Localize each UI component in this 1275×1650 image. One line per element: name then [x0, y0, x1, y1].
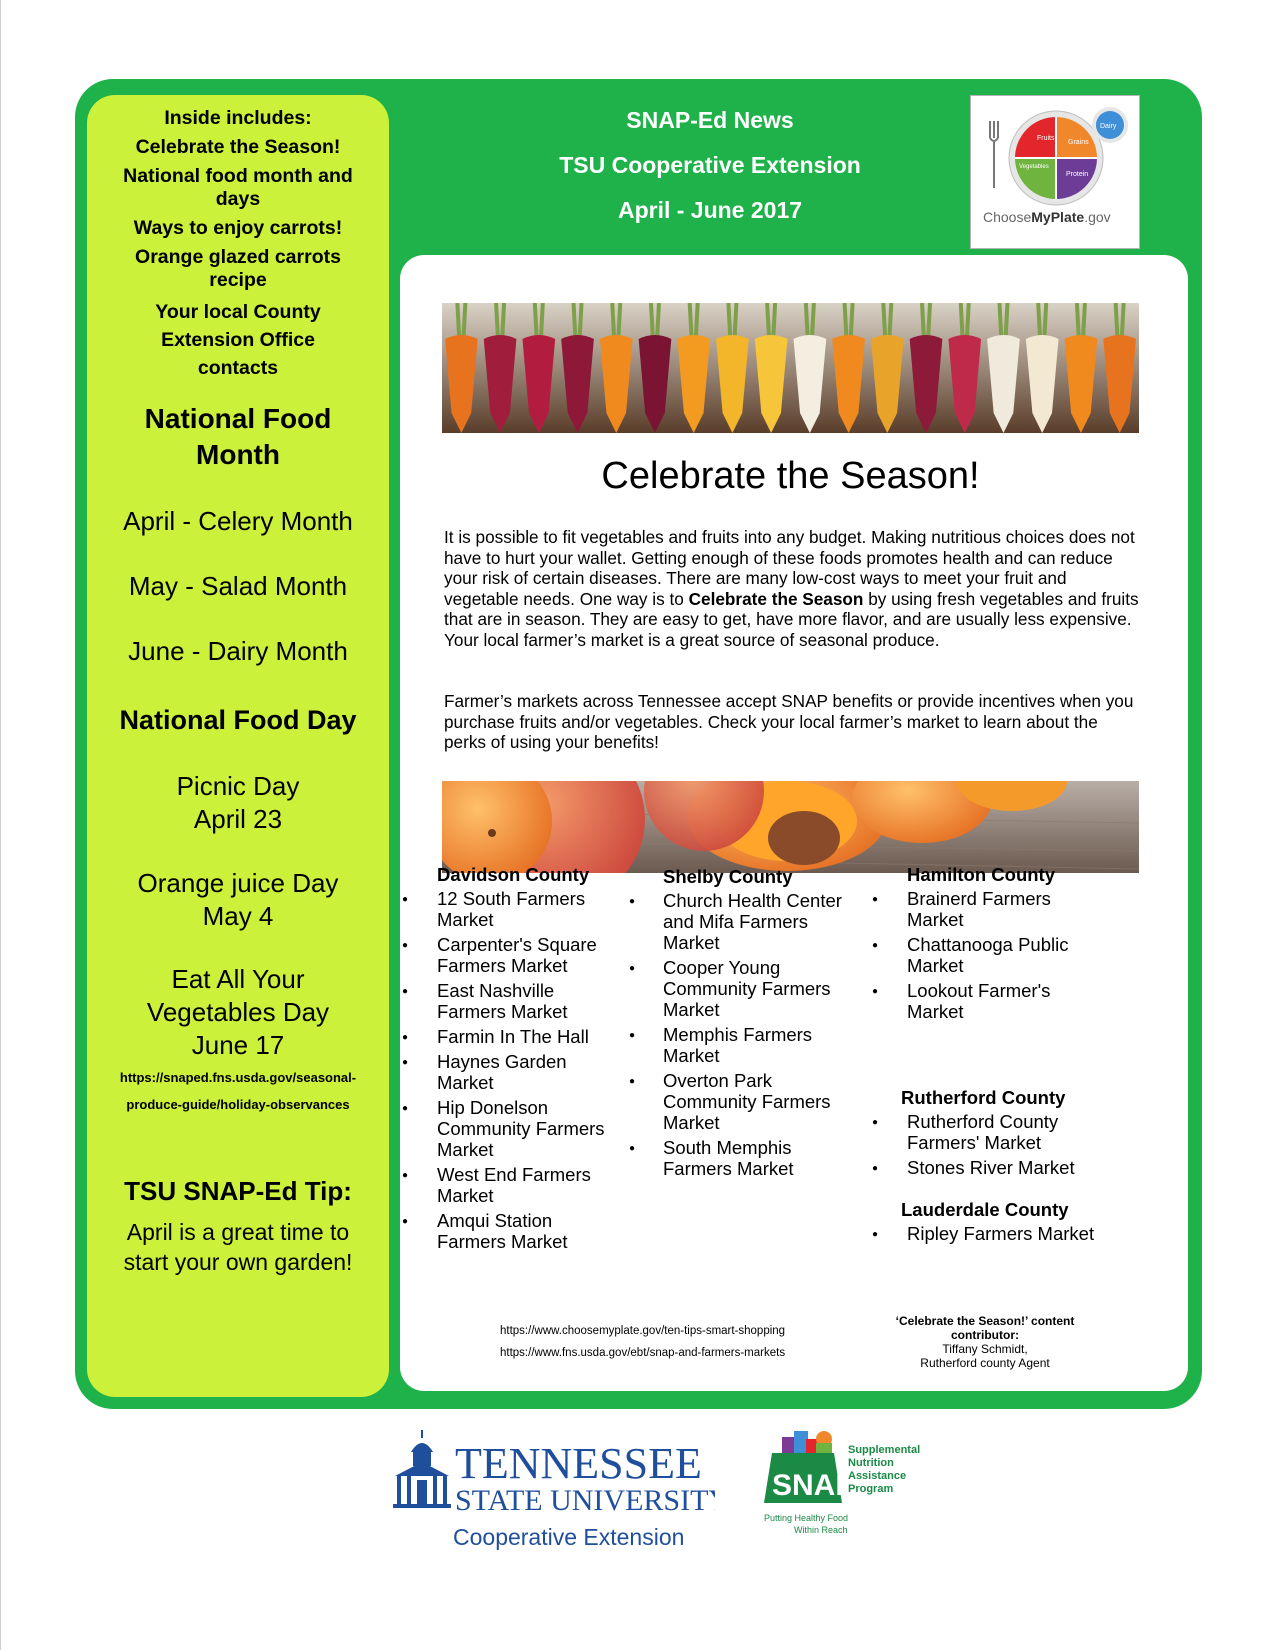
capitol-icon [393, 1430, 451, 1508]
paragraph-emphasis: Celebrate the Season [688, 588, 864, 609]
market-name-line: Hip Donelson [437, 1097, 549, 1118]
market-name-line: Chattanooga Public [907, 934, 1069, 955]
food-day-name: Picnic Day [176, 771, 300, 801]
snap-word: Program [848, 1483, 894, 1495]
bullet-icon: ● [872, 894, 879, 905]
paragraph-text: by using fresh vegetables and fruits that are in season. They are easy to get, have more flavor, and are usually less expensive. Your local farmer’s market is a great source of seasonal produce. [444, 588, 1139, 650]
myplate-wordmark: ChooseMyPlate.gov [983, 209, 1111, 225]
bullet-icon: ● [402, 1032, 409, 1043]
market-list-item [437, 980, 568, 1022]
market-list-item [437, 1097, 605, 1160]
inside-item: Celebrate the Season! [135, 136, 341, 158]
market-list-item [663, 1137, 794, 1179]
fruits-label: Fruits [1037, 135, 1055, 142]
page-edge [0, 0, 1, 1650]
market-list-item [907, 1223, 1094, 1244]
dairy-label: Dairy [1100, 123, 1117, 130]
newsletter-date: April - June 2017 [617, 197, 803, 223]
market-list-item [437, 1051, 567, 1093]
bullet-icon: ● [402, 1216, 409, 1227]
grains-label: Grains [1068, 139, 1089, 146]
market-list-item [437, 1026, 589, 1047]
market-name-line: Cooper Young [663, 957, 781, 978]
article-paragraph: Farmer’s markets across Tennessee accept SNAP benefits or provide incentives when you purchase fruits and/or vegetables. Check your local farmer’s market to learn about the perks of using your benefits! [444, 691, 1134, 752]
inside-item: Orange glazed carrots recipe [135, 246, 341, 291]
tsu-line1: TENNESSEE [455, 1439, 702, 1488]
market-name-line: Market [437, 1139, 494, 1160]
market-list-item [437, 888, 585, 930]
market-name-line: Market [663, 1112, 720, 1133]
myplate-graphic [971, 96, 1139, 248]
bullet-icon: ● [629, 1076, 636, 1087]
market-list-item [907, 980, 1050, 1022]
food-day-item [87, 867, 389, 933]
market-name-line: Farmers Market [437, 1231, 568, 1252]
market-name-line: 12 South Farmers [437, 888, 586, 909]
national-food-month-heading [87, 401, 389, 473]
snap-word: Assistance [848, 1470, 907, 1482]
snap-word: Supplemental [848, 1444, 921, 1456]
tip-line: April is a great time to [126, 1219, 350, 1245]
tsu-line2: STATE UNIVERSITY [455, 1484, 715, 1517]
county-heading: Shelby County [663, 866, 793, 887]
article-title: Celebrate the Season! [601, 455, 980, 497]
reference-link[interactable]: https://www.fns.usda.gov/ebt/snap-and-farmers-markets [500, 1347, 786, 1359]
market-name-line: East Nashville [437, 980, 555, 1001]
food-day-item [87, 770, 389, 836]
market-name-line: South Memphis [663, 1137, 792, 1158]
snap-tagline: Within Reach [794, 1525, 848, 1535]
reference-link[interactable]: https://www.choosemyplate.gov/ten-tips-smart-shopping [500, 1325, 786, 1337]
inside-item: Your local County Extension Office contacts [155, 301, 321, 379]
inside-heading: Inside includes: [164, 107, 312, 129]
food-day-item [87, 963, 389, 1062]
month-item: May - Salad Month [128, 571, 348, 601]
market-name-line: Brainerd Farmers [907, 888, 1051, 909]
market-list-item [907, 934, 1068, 976]
link-line[interactable]: produce-guide/holiday-observances [126, 1097, 350, 1112]
bullet-icon: ● [402, 940, 409, 951]
month-item: April - Celery Month [123, 506, 353, 536]
protein-label: Protein [1066, 171, 1089, 178]
market-name-line: Carpenter's Square [437, 934, 597, 955]
heading-line: National Food [144, 403, 332, 434]
market-list-item [663, 1070, 831, 1133]
market-list-item [437, 1164, 591, 1206]
sidebar [87, 95, 389, 1397]
market-list-item [663, 1024, 812, 1066]
apricots-photo [442, 781, 1139, 873]
bullet-icon: ● [629, 896, 636, 907]
market-list-item [663, 890, 842, 953]
carrots-illustration [442, 303, 1139, 433]
market-name-line: Farmers' Market [907, 1132, 1042, 1153]
market-name-line: Market [437, 1185, 494, 1206]
bullet-icon: ● [402, 1170, 409, 1181]
tsu-logo-graphic [385, 1430, 715, 1560]
tip-line: start your own garden! [123, 1249, 353, 1275]
tsu-logo [385, 1430, 715, 1560]
market-name-line: Amqui Station [437, 1210, 553, 1231]
market-name-line: Farmin In The Hall [437, 1026, 589, 1047]
bullet-icon: ● [629, 963, 636, 974]
market-name-line: Farmers Market [437, 1001, 568, 1022]
market-name-line: Community Farmers [663, 978, 831, 999]
inside-includes-list [87, 107, 389, 388]
myplate-logo [970, 95, 1140, 249]
food-day-date: April 23 [193, 804, 283, 834]
food-day-name: Orange juice Day [137, 868, 339, 898]
county-heading: Lauderdale County [901, 1199, 1069, 1220]
fork-icon [990, 121, 998, 188]
market-name-line: Market [437, 1072, 494, 1093]
market-name-line: Community Farmers [663, 1091, 831, 1112]
market-name-line: Haynes Garden [437, 1051, 567, 1072]
reference-links [500, 1320, 830, 1364]
market-list-item [907, 1111, 1058, 1153]
snap-acronym: SNAP [772, 1469, 856, 1502]
food-day-date: May 4 [202, 901, 274, 931]
bullet-icon: ● [872, 1229, 879, 1240]
national-food-day-heading: National Food Day [119, 705, 357, 735]
market-list-item [663, 957, 831, 1020]
market-name-line: Market [907, 1001, 964, 1022]
bullet-icon: ● [872, 1117, 879, 1128]
market-list-item [437, 934, 597, 976]
grocery-bag-icon [782, 1431, 832, 1453]
bullet-icon: ● [872, 940, 879, 951]
market-name-line: Farmers Market [437, 955, 568, 976]
market-name-line: Market [663, 932, 720, 953]
snap-logo [760, 1425, 960, 1565]
credit-line: Tiffany Schmidt, [942, 1342, 1028, 1356]
bullet-icon: ● [402, 1103, 409, 1114]
county-heading: Davidson County [437, 864, 590, 885]
holiday-observances-link[interactable] [87, 1064, 389, 1118]
market-name-line: Overton Park [663, 1070, 772, 1091]
market-name-line: Market [907, 909, 964, 930]
market-name-line: Ripley Farmers Market [907, 1223, 1095, 1244]
bullet-icon: ● [629, 1030, 636, 1041]
county-heading: Hamilton County [907, 864, 1055, 885]
market-name-line: Lookout Farmer's [907, 980, 1051, 1001]
credit-line: contributor: [951, 1328, 1019, 1342]
market-name-line: Memphis Farmers [663, 1024, 813, 1045]
market-list-item [437, 1210, 568, 1252]
paragraph-text: It is possible to fit vegetables and fruits into any budget. Making nutritious choices does not have to hurt your wallet. Getting enough of these foods promotes health and can reduce your risk of certain diseases. There are many low-cost ways to meet your fruit and vegetable needs. One way is to [444, 527, 1135, 609]
newsletter-org: TSU Cooperative Extension [559, 152, 861, 178]
county-heading: Rutherford County [901, 1087, 1066, 1108]
market-name-line: Church Health Center [663, 890, 842, 911]
tip-text [87, 1217, 389, 1277]
market-list-item [907, 888, 1051, 930]
tip-heading: TSU SNAP-Ed Tip: [124, 1176, 352, 1206]
market-name-line: Market [663, 999, 720, 1020]
bullet-icon: ● [872, 986, 879, 997]
article-paragraph [444, 527, 1144, 650]
inside-item: National food month and days [123, 165, 353, 210]
vegetables-label: Vegetables [1019, 164, 1049, 170]
market-name-line: Farmers Market [663, 1158, 794, 1179]
content-credit [870, 1314, 1100, 1370]
market-name-line: Market [437, 909, 494, 930]
credit-line: Rutherford county Agent [920, 1356, 1050, 1370]
food-day-name: Eat All Your [171, 964, 305, 994]
bullet-icon: ● [629, 1143, 636, 1154]
bullet-icon: ● [402, 894, 409, 905]
inside-item: Ways to enjoy carrots! [133, 217, 343, 239]
food-day-name: Vegetables Day [146, 997, 330, 1027]
market-name-line: and Mifa Farmers [663, 911, 808, 932]
market-name-line: Market [907, 955, 964, 976]
bullet-icon: ● [402, 986, 409, 997]
tsu-line3: Cooperative Extension [453, 1524, 685, 1550]
snap-logo-graphic [760, 1425, 960, 1565]
link-line[interactable]: https://snaped.fns.usda.gov/seasonal- [119, 1070, 357, 1085]
snap-word: Nutrition [848, 1457, 894, 1469]
month-item: June - Dairy Month [128, 636, 348, 666]
market-name-line: Community Farmers [437, 1118, 605, 1139]
newsletter-title: SNAP-Ed News [626, 107, 794, 133]
credit-line: ‘Celebrate the Season!’ content [895, 1314, 1075, 1328]
market-name-line: Market [663, 1045, 720, 1066]
bullet-icon: ● [402, 1057, 409, 1068]
food-day-date: June 17 [191, 1030, 285, 1060]
snap-tagline: Putting Healthy Food [764, 1513, 849, 1523]
bullet-icon: ● [872, 1163, 879, 1174]
market-name-line: Rutherford County [907, 1111, 1059, 1132]
market-list-item [907, 1157, 1075, 1178]
market-name-line: West End Farmers [437, 1164, 591, 1185]
apricots-illustration [442, 781, 1139, 873]
carrots-photo [442, 303, 1139, 433]
heading-line: Month [196, 439, 280, 470]
market-name-line: Stones River Market [907, 1157, 1075, 1178]
